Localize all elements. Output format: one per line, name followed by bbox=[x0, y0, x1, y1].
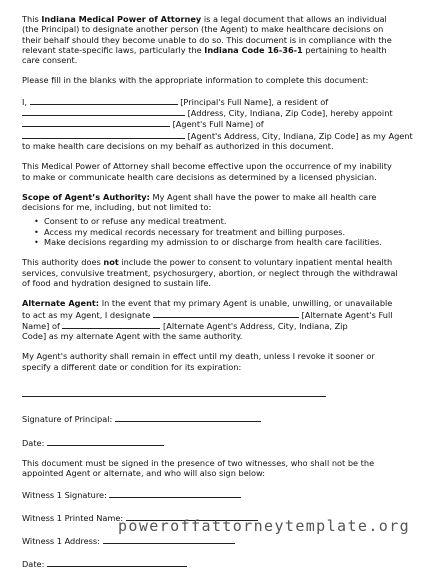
document-body bbox=[22, 14, 413, 582]
intro-paragraph bbox=[22, 14, 402, 65]
site-watermark: poweroffattorneytemplate.org bbox=[118, 517, 411, 535]
witness-date-row bbox=[22, 558, 402, 569]
principal-name-blank[interactable] bbox=[30, 96, 178, 105]
principal-address-blank[interactable] bbox=[22, 107, 185, 116]
principal-date-blank[interactable] bbox=[47, 437, 164, 446]
instruction-text: Please fill in the blanks with the appropriate information to complete this document: bbox=[22, 75, 369, 86]
witness-name-label: Witness 1 Printed Name: bbox=[22, 512, 124, 523]
witness-date-blank[interactable] bbox=[47, 558, 187, 567]
exclusion-paragraph: This authority does not include the power to consent to voluntary inpatient mental health services, convulsive treatment, psychosurgery, abortion, or neglect through the withdrawal of food and hydration designed to sustain life. bbox=[22, 257, 398, 288]
witness-signature-row bbox=[22, 489, 402, 500]
indiana-code-bold: Indiana Code 16-36-1 bbox=[204, 44, 303, 55]
list-item: • Make decisions regarding my admission to or discharge from health care facilities. bbox=[34, 237, 402, 247]
witness-signature-label: Witness 1 Signature: bbox=[22, 489, 107, 500]
agent-name-blank[interactable] bbox=[22, 118, 170, 127]
alternate-heading: Alternate Agent: bbox=[22, 298, 100, 309]
not-bold: not bbox=[103, 257, 119, 268]
principal-date-label: Date: bbox=[22, 437, 45, 448]
principal-signature-row bbox=[22, 413, 402, 424]
alternate-agent-address-blank[interactable] bbox=[62, 320, 160, 329]
witness-address-row bbox=[22, 535, 402, 546]
witness-address-label: Witness 1 Address: bbox=[22, 536, 100, 547]
scope-heading: Scope of Agent’s Authority: bbox=[22, 191, 150, 202]
principal-signature-blank[interactable] bbox=[115, 413, 261, 422]
scope-paragraph: Scope of Agent’s Authority: My Agent shall have the power to make all health care decisions for me, including, but not limited to: bbox=[22, 191, 377, 213]
principal-date-row bbox=[22, 437, 402, 448]
witness-intro: This document must be signed in the presence of two witnesses, who shall not be the appointed Agent or alternate, and who will also sign below: bbox=[22, 457, 375, 479]
intro-text: is a legal document that allows an individual (the Principal) to designate another person (the Agent) to make healthcare decisions on their behalf should they become unable to do so. This document is in compliance with the relevant state-specific laws, particularly the bbox=[22, 14, 392, 55]
list-item: • Access my medical records necessary for treatment and billing purposes. bbox=[34, 227, 402, 237]
principal-signature-label: Signature of Principal: bbox=[22, 414, 113, 425]
expiration-paragraph: My Agent's authority shall remain in effect until my death, unless I revoke it sooner or specify a different date or condition for its expiration: bbox=[22, 351, 375, 372]
witness-date-label: Date: bbox=[22, 559, 45, 570]
agent-address-blank[interactable] bbox=[22, 130, 185, 139]
witness-address-blank[interactable] bbox=[103, 535, 235, 544]
alternate-agent-block: Alternate Agent: In the event that my primary Agent is unable, unwilling, or unavailable to act as my Agent, I designate [Alternate Agent's Full Name] of [Alternate Agent's Address, City, Indiana, Zip Code] as my alternate Agent with the same authority. bbox=[22, 298, 393, 342]
appointment-block: I, [Principal's Full Name], a resident of [Address, City, Indiana, Zip Code], hereby appoint [Agent's Full Name] of [Agent's Address, City, Indiana, Zip Code] as my Agent to make health care decisions on my behalf as authorized in this document. bbox=[22, 96, 413, 151]
intro-text: pertaining to health care consent. bbox=[22, 44, 387, 66]
document-title-bold: Indiana Medical Power of Attorney bbox=[41, 14, 202, 24]
intro-text: This bbox=[22, 14, 42, 24]
effective-paragraph: This Medical Power of Attorney shall become effective upon the occurrence of my inability to make or communicate health care decisions as determined by a licensed physician. bbox=[22, 161, 392, 182]
scope-list bbox=[22, 216, 402, 247]
witness-signature-blank[interactable] bbox=[109, 489, 241, 498]
expiration-blank[interactable] bbox=[22, 388, 326, 397]
list-item: • Consent to or refuse any medical treatment. bbox=[34, 216, 402, 226]
alternate-agent-name-blank[interactable] bbox=[153, 309, 299, 318]
